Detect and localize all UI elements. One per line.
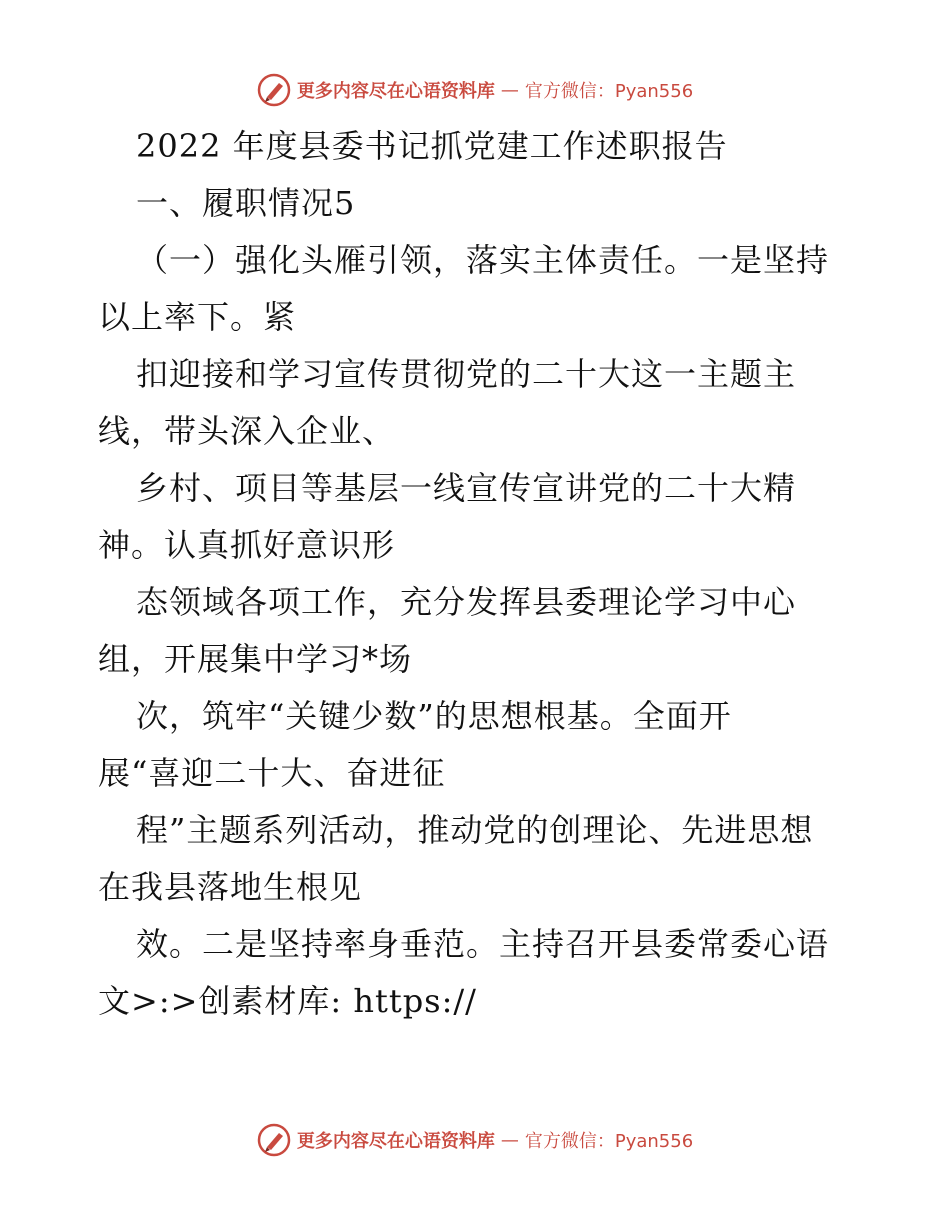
- paragraph-line: （一）强化头雁引领，落实主体责任。一是坚持: [136, 241, 830, 279]
- paragraph-line: 以上率下。紧: [98, 298, 297, 336]
- header-watermark: [0, 70, 950, 110]
- banner-separator: —: [500, 1129, 519, 1151]
- paragraph-line: 在我县落地生根见: [98, 868, 363, 906]
- paragraph-line: 态领域各项工作，充分发挥县委理论学习中心: [136, 583, 797, 621]
- footer-watermark: [0, 1120, 950, 1160]
- paragraph-line: 扣迎接和学习宣传贯彻党的二十大这一主题主: [136, 355, 797, 393]
- paragraph-line: 次，筑牢“关键少数”的思想根基。全面开: [136, 697, 732, 735]
- paragraph-line: 组，开展集中学习*场: [98, 640, 413, 678]
- banner-contact: 官方微信：Pyan556: [524, 1131, 694, 1152]
- paragraph-line: 文>:>创素材库: https://: [98, 982, 477, 1020]
- paragraph-line: 程”主题系列活动，推动党的创理论、先进思想: [136, 811, 814, 849]
- paragraph-line: 神。认真抓好意识形: [98, 526, 396, 564]
- section-heading: 一、履职情况5: [136, 184, 356, 222]
- banner-contact: 官方微信：Pyan556: [524, 81, 694, 102]
- document-body: [98, 118, 858, 1030]
- pen-logo-icon: [257, 1123, 291, 1157]
- document-title: 2022 年度县委书记抓党建工作述职报告: [136, 127, 728, 165]
- pen-logo-icon: [257, 73, 291, 107]
- paragraph-line: 线，带头深入企业、: [98, 412, 396, 450]
- banner-separator: —: [500, 79, 519, 101]
- paragraph-line: 效。二是坚持率身垂范。主持召开县委常委心语: [136, 925, 830, 963]
- banner-text: 更多内容尽在心语资料库: [296, 81, 495, 102]
- paragraph-line: 展“喜迎二十大、奋进征: [98, 754, 446, 792]
- banner-text: 更多内容尽在心语资料库: [296, 1131, 495, 1152]
- paragraph-line: 乡村、项目等基层一线宣传宣讲党的二十大精: [136, 469, 797, 507]
